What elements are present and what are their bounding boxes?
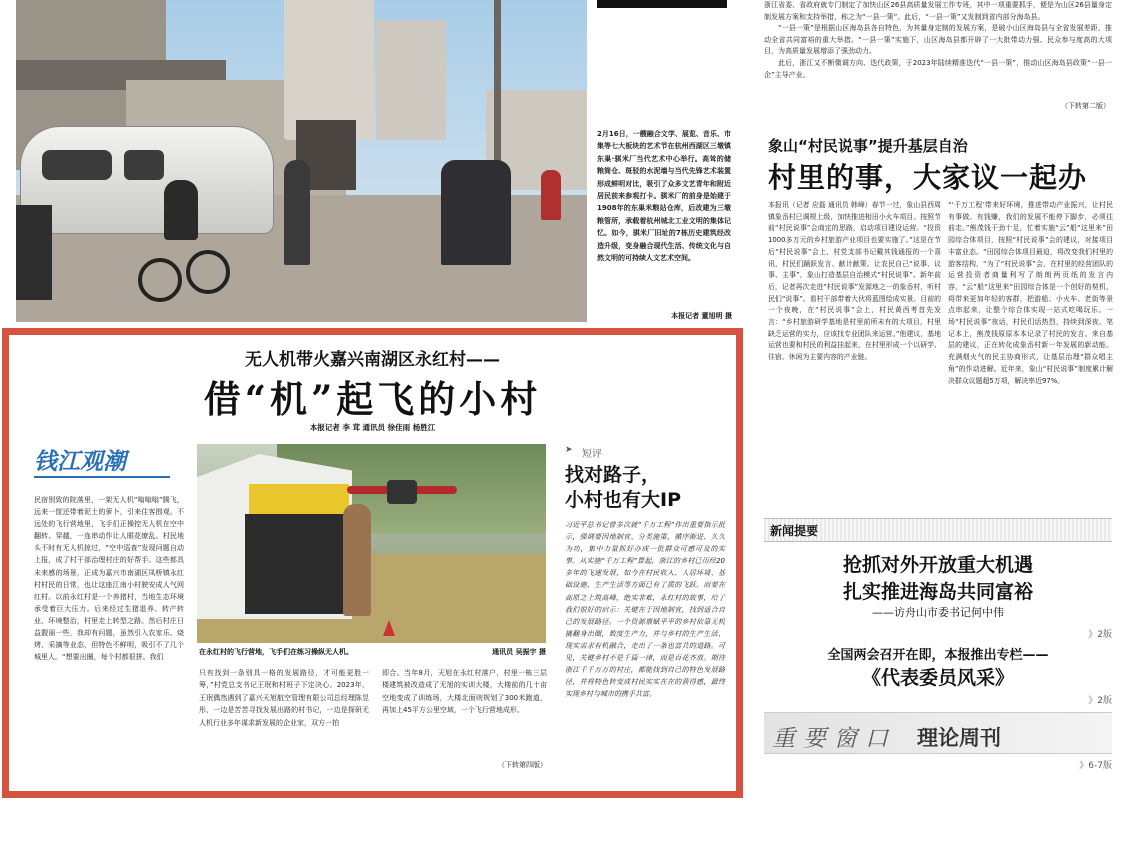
comment-icon: ➤ [565,445,573,455]
feature-photo [197,444,546,643]
comment-title-2: 小村也有大IP [565,489,681,511]
comment-body: 习近平总书记曾多次就“千万工程”作出重要指示批示，强调要因地制宜、分类施策，循序渐进、久久为功，集中力量抓好办成一批群众可感可及的实事。从实施“千万工程”算起，浙江的乡村已历经20多年的飞速发展，如今在村民收入、人居环境、基础设施、生产生活等方面已有了质的飞跃。而要在高原之上筑高峰，绝实非难，永红村的故事，给了我们很好的启示：关键在于因地制宜，找到适合自己的发展路径。一个资源禀赋平平的乡村依靠无机撬翻身出圈，数度生产力，并与乡村的生产生活、现实需求有机融合，走出了一条也富共的道路。可见，关键乡村不是千篇一律，而是百花齐放。期待浙江千千万万的村庄，都能找到自己的特色发展路径，并将特色转变成村民实实在在的获得感，最终实现乡村与城市的携手共富。 [565,521,725,699]
caravan-window [42,150,112,180]
news-item1-page: 》2版 [1088,630,1112,640]
bike-wheel-2 [186,250,230,294]
feature-photo-caption: 在永红村的飞行营地，飞手们在练习操纵无人机。 [199,648,353,656]
article-col-1: 本报讯（记者 应磊 通讯员 韩峰）春节一过，象山县西周镇象岙村已调规上级，加快推进相田小火车项目。按照节前“村民说事”会商定的思路，启动项目建设运营。“投资1000多万元的乡村旅游产业项目也要实施了。”这是在节后“村民说事”会上，村党支部书记戴其钱通报的一个喜讯，村民们踊跃发言、献计献策。让农民自己“说事、议事、主事”，象山打造基层自治模式“村民说事”。新年前后，记者再次走进“村民说事”发源地之一的象岙村，听村民们“说事”。看村干部带着大伙将蓝图绘成实景。目前的一个夜晚，在“村民说事”会上，村民黄西考首先发言：“乡村旅游研学基地是村里前所未有的大项目，村里缺乏运营的实力，应该找专业团队来运营。”他建议，基地运营也要和村民的利益挂起来，在村里形成一个以研学、住宿、休闲为主要内容的产业链。 [768,201,941,362]
intro-para-1: 浙江省委、省政府就专门制定了加快山区26县高质量发展工作专班，其中一项重要抓手，便是为山区26县量身定制发展方案和支持举措，称之为“一县一策”。此后，“一县一策”又发制到省内部分海岛县。 [764,1,1112,21]
news-item2-line2[interactable]: 《代表委员风采》 [861,667,1014,689]
trash-bin [16,205,52,300]
theory-title: 理论周刊 [917,726,1001,750]
intro-jump: （下转第二版） [1061,102,1110,110]
news-header: 新闻提要 [770,524,819,538]
tent-banner [249,484,349,514]
silo-1 [284,0,374,140]
feature-byline: 本报记者 李 茸 通讯员 徐佳雨 杨胜江 [309,423,436,432]
feature-bottom-col-2: 即合。当年8月，天旭在永红村落户，村里一栋三层楼建筑被改造成了无旭的实训大楼，大楼前的几十亩空地变成了训练场，大楼北面则规划了300米跑道，再加上45平方公里空域，一个飞行营地成形。 [382,669,547,715]
news-item1-line2[interactable]: 扎实推进海岛共同富裕 [842,581,1033,603]
news-item1-line1[interactable]: 抢抓对外开放重大机遇 [842,554,1033,576]
article-col-2: “‘千万工程’带来好环境，推进带动产业振兴，让村民有事做、有钱赚，我们的发展不能停下脚步，必须往前走。”熊茂钱干劲十足，忙着实施“云”船“这里来”田园综合体项目，按照“村民说事”会的建议，对接项目丰富业态。“田园综合体项目最迫，将改变我们村里的游客结构，“为了“村民说事”会，在村里的经营团队的运营投资者商量利写了朗朗两页纸的发言内容，“云”船“这里来”田园综合体是一个创好的契机，将带来更加年轻的客群，把游船、小火车、老街等景点串起来，让整个综合体实现一站式吃喝玩乐。一场“村民说事”夜话，村民们话热烈，持续到深夜。笔记本上，熊茂钱原原本本记录了村民的发言。来自基层的建议，正在转化成象岙村新一年发展的新动能。充满烟火气的民主协商形式，让基层治理“群众唱主角”的作动进解。近年来，象山“村民说事”制度累计解决群众议题超5万项，解决率近97%。 [948,201,1113,385]
theory-page: 》6-7版 [1079,761,1112,771]
person-1 [284,160,310,265]
top-headline-fragment [597,0,727,8]
article-headline: 村里的事，大家议一起办 [768,161,1088,194]
feature-bottom-col-1: 只有找到一条别具一格的发展路径，才可能更胜一筹，”村党总支书记王珉和村班子下定决心。2023年，王珉偶然遇到了嘉兴天旭航空管理有限公司总经理陈昱彤，一边是苦苦寻找发展出路的村书记，一边是探研无人机行业多年谋求新发展的企业家，双方一拍 [199,669,369,727]
feature-headline: 借“机”起飞的小村 [203,377,542,421]
person-group [441,160,511,265]
comment-title-1: 找对路子， [565,464,661,486]
drone-body [387,480,417,504]
pilot [343,504,371,616]
silo-2 [376,20,446,140]
feature-photo-credit: 通讯员 吴振宇 摄 [492,648,546,656]
theory-calligraphy: 重要窗口 [772,726,896,752]
photo-caption: 2月16日，一艘融合文学、展览、音乐、市集等七大板块的艺术节在杭州西湖区三墩镇东巢·骐米厂当代艺术中心举行。高耸的储粮筒仓、斑驳的水泥墙与当代先锋艺术装置形成鲜明对比，吸引了众多文艺青年和附近居民前来参观打卡。骐米厂的前身是始建于1908年的东巢米粮站仓库，后改建为三墩粮管所，承载着杭州城北工业文明的集体记忆。如今，骐米厂旧址的7栋历史建筑经改造升级，变身融合现代生活、传统文化与自然文明的可持续人文艺术空间。 [597,130,731,263]
article-kicker: 象山“村民说事”提升基层自治 [768,137,968,155]
column-logo: 钱江观潮 [34,448,126,475]
news-item2-line1[interactable]: 全国两会召开在即，本报推出专栏—— [827,648,1049,663]
caravan [20,126,274,234]
news-item1-sub: ——访舟山市委书记何中伟 [872,606,1004,619]
intro-para-3: 此后，浙江又不断微调方向、迭代政策，于2023年陆续精准迭代“一县一策”，推动山区海岛县政策“一县一企”主导产业。 [764,58,1112,79]
feature-kicker: 无人机带火嘉兴南湖区永红村—— [245,350,500,370]
top-photo [16,0,587,322]
photo-credit: 本报记者 董旭明 摄 [671,312,732,320]
cone [383,620,395,636]
person-red [541,170,561,220]
bike-wheel-1 [138,258,182,302]
caravan-window-2 [124,150,164,180]
intro-para-2: “一县一策”是根据山区海岛县各自特色，为其量身定制的发展方案，是破小山区海岛县与全省发展差距，推动全省共同富裕的重大举措。“一县一策”实施下，山区海岛县都开辟了一大批带动力强、民众参与度高的大项目，为高质量发展增添了强劲动力。 [764,24,1112,56]
news-item2-page: 》2版 [1088,696,1112,706]
tent-opening [245,514,345,614]
child-on-bike [164,180,198,240]
comment-label: 短评 [582,449,602,460]
feature-jump: （下转第四版） [498,761,547,769]
logo-underline [34,476,170,478]
feature-left-col: 民宿别致的院落里，一架无人机“嗡嗡嗡”腾飞，远来一筐还带着泥土的萝卜，引来住客围观。不远处的飞行营地里，飞手们正操控无人机在空中翻转、穿越，一连串动作让人眼花缭乱。村民地头不时有无人机掠过，“空中巡查”发现问题自动上报，成了村干部治理村庄的好帮手。这些都具未来感的场景，正成为嘉兴市南湖区凤桥镇永红村村民的日常，也让这座江南小村驶安成人气网红村。以前永红村是一个养猪村，当地生态环境承受着巨大压力。后来经过生猪退养、转产转业、环境整治，村里走上转型之路。然后村庄日益靓丽一些，我却有问题，虽然引入农家乐、烧烤、采摘等业态，但特色不鲜明，吸引不了几个城里人。“想要出圈，每个村都很拼。我们 [34,496,184,662]
